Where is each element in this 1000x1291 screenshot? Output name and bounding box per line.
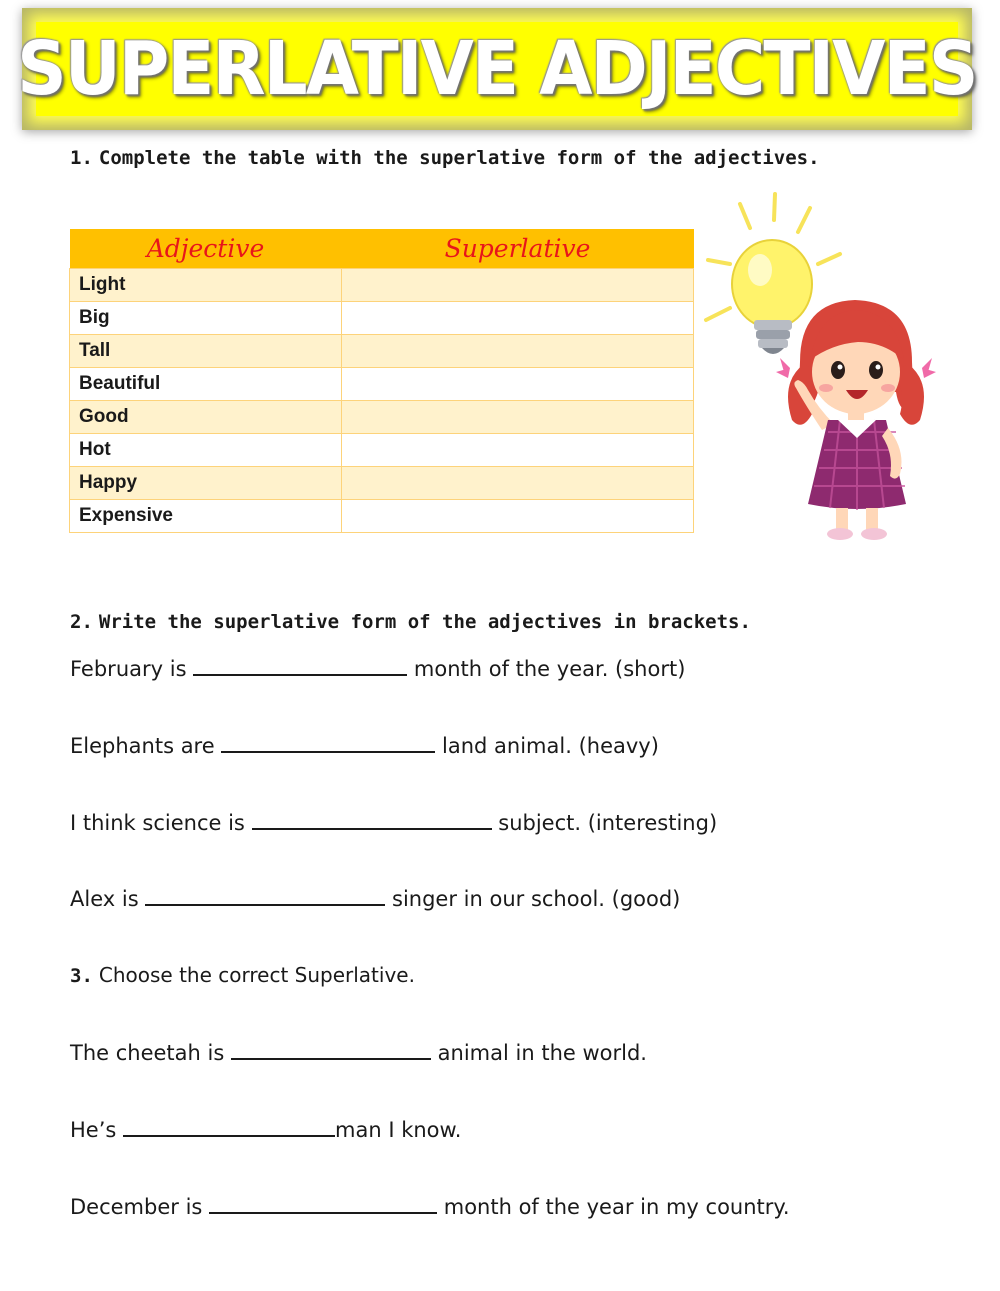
adjective-cell: Tall <box>70 335 342 368</box>
answer-blank[interactable] <box>193 656 407 676</box>
sentence-start: December is <box>70 1195 203 1219</box>
table-row <box>70 401 694 434</box>
superlative-answer-cell[interactable] <box>342 467 694 500</box>
adjective-cell: Light <box>70 269 342 302</box>
sentence-end: month of the year in my country. <box>443 1195 790 1219</box>
adjective-cell: Happy <box>70 467 342 500</box>
section-1-heading <box>70 147 820 169</box>
exercise-sentence <box>70 733 659 758</box>
sentence-end: month of the year. (short) <box>413 657 686 681</box>
answer-blank[interactable] <box>123 1117 335 1137</box>
adjective-cell: Hot <box>70 434 342 467</box>
section-3-instruction: Choose the correct Superlative. <box>98 963 415 987</box>
exercise-sentence <box>70 1117 461 1142</box>
table-row <box>70 335 694 368</box>
adjective-cell: Good <box>70 401 342 434</box>
section-2-heading <box>70 611 751 633</box>
table-row <box>70 269 694 302</box>
exercise-sentence <box>70 656 685 681</box>
exercise-sentence <box>70 886 680 911</box>
section-3-heading <box>70 963 415 987</box>
superlative-answer-cell[interactable] <box>342 434 694 467</box>
table-row <box>70 368 694 401</box>
sentence-start: He’s <box>70 1118 117 1142</box>
sentence-start: Elephants are <box>70 734 215 758</box>
section-3-number: 3. <box>70 965 93 987</box>
sentence-start: I think science is <box>70 811 245 835</box>
answer-blank[interactable] <box>252 810 492 830</box>
answer-blank[interactable] <box>209 1194 437 1214</box>
sentence-start: Alex is <box>70 887 139 911</box>
answer-blank[interactable] <box>221 733 435 753</box>
exercise-sentence <box>70 1040 647 1065</box>
superlative-answer-cell[interactable] <box>342 335 694 368</box>
sentence-end: singer in our school. (good) <box>392 887 681 911</box>
superlative-answer-cell[interactable] <box>342 401 694 434</box>
adjective-cell: Beautiful <box>70 368 342 401</box>
answer-blank[interactable] <box>231 1040 431 1060</box>
girl-with-light-bulb-illustration <box>700 192 940 544</box>
section-1-number: 1. <box>70 147 93 169</box>
sentence-start: The cheetah is <box>70 1041 225 1065</box>
table-row <box>70 467 694 500</box>
sentence-end: land animal. (heavy) <box>442 734 659 758</box>
section-2-instruction: Write the superlative form of the adjectives in brackets. <box>98 611 751 633</box>
exercise-sentence <box>70 810 717 835</box>
sentence-end: man I know. <box>335 1118 462 1142</box>
table-row <box>70 302 694 335</box>
adjective-cell: Expensive <box>70 500 342 533</box>
header-adjective: Adjective <box>70 229 342 269</box>
page-title: SUPERLATIVE ADJECTIVES <box>17 26 977 112</box>
superlative-answer-cell[interactable] <box>342 500 694 533</box>
section-1-instruction: Complete the table with the superlative form of the adjectives. <box>98 147 820 169</box>
superlative-answer-cell[interactable] <box>342 302 694 335</box>
superlative-answer-cell[interactable] <box>342 269 694 302</box>
table-row <box>70 500 694 533</box>
adjective-table <box>69 229 694 533</box>
exercise-sentence <box>70 1194 790 1219</box>
section-2-number: 2. <box>70 611 93 633</box>
answer-blank[interactable] <box>145 886 385 906</box>
adjective-cell: Big <box>70 302 342 335</box>
table-header-row <box>70 229 694 269</box>
title-banner <box>17 8 977 130</box>
superlative-answer-cell[interactable] <box>342 368 694 401</box>
sentence-end: subject. (interesting) <box>498 811 718 835</box>
table-row <box>70 434 694 467</box>
sentence-end: animal in the world. <box>437 1041 647 1065</box>
header-superlative: Superlative <box>342 229 694 269</box>
sentence-start: February is <box>70 657 187 681</box>
girl-illustration <box>776 300 936 540</box>
